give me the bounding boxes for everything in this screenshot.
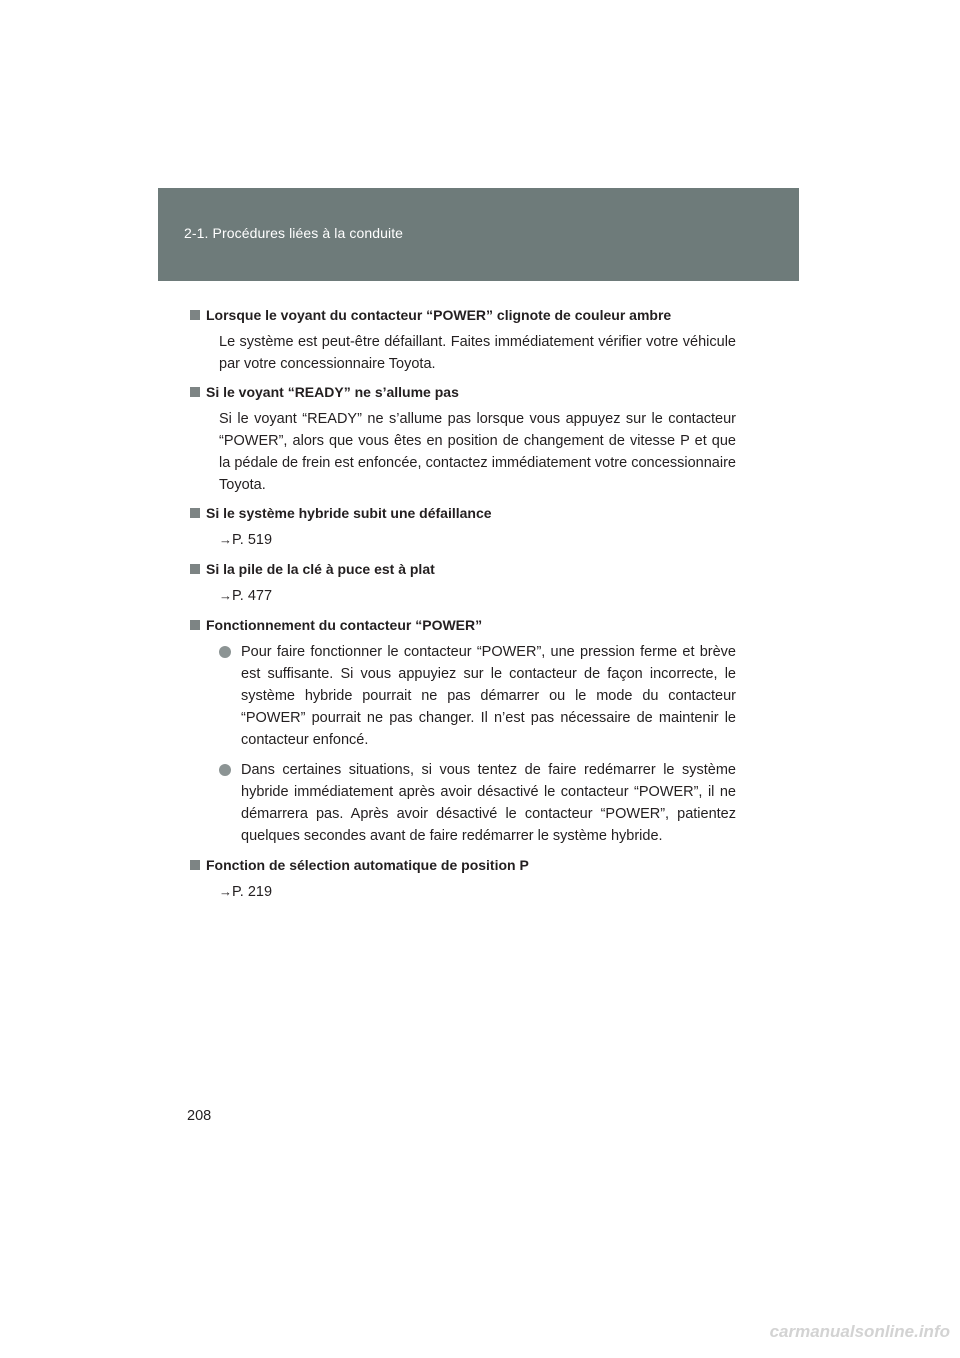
square-bullet-icon: [190, 860, 200, 870]
heading-text: Lorsque le voyant du contacteur “POWER” clignote de couleur ambre: [206, 307, 672, 323]
page-reference[interactable]: [219, 529, 736, 551]
square-bullet-icon: [190, 620, 200, 630]
reference-text: P. 519: [232, 532, 273, 548]
page-reference[interactable]: [219, 585, 736, 607]
bullet-item: [219, 759, 736, 847]
arrow-right-icon: →: [219, 884, 232, 899]
watermark: carmanualsonline.info: [769, 1322, 950, 1341]
arrow-right-icon: →: [219, 532, 232, 547]
heading-text: Fonction de sélection automatique de position P: [206, 857, 529, 873]
paragraph: Si le voyant “READY” ne s’allume pas lorsque vous appuyez sur le contacteur “POWER”, alors que vous êtes en position de changement de vitesse P et que la pédale de frein est enfoncée, contactez immédiatement votre concessionnaire Toyota.: [219, 411, 736, 493]
heading-text: Si la pile de la clé à puce est à plat: [206, 561, 435, 577]
square-bullet-icon: [190, 310, 200, 320]
page-number: 208: [187, 1108, 212, 1124]
arrow-right-icon: →: [219, 588, 232, 603]
heading-text: Fonctionnement du contacteur “POWER”: [206, 617, 483, 633]
section-title: 2-1. Procédures liées à la conduite: [184, 225, 404, 241]
square-bullet-icon: [190, 508, 200, 518]
page-reference[interactable]: [219, 881, 736, 903]
bullet-item: [219, 641, 736, 751]
square-bullet-icon: [190, 387, 200, 397]
heading-power-operation: [190, 615, 736, 635]
circle-bullet-icon: [219, 764, 231, 776]
heading-auto-p: [190, 855, 736, 875]
square-bullet-icon: [190, 564, 200, 574]
heading-text: Si le voyant “READY” ne s’allume pas: [206, 384, 459, 400]
reference-text: P. 219: [232, 884, 273, 900]
heading-power-amber: [190, 305, 736, 325]
circle-bullet-icon: [219, 646, 231, 658]
reference-text: P. 477: [232, 588, 273, 604]
heading-ready: [190, 382, 736, 402]
bullet-text: Pour faire fonctionner le contacteur “POWER”, une pression ferme et brève est suffisante. Si vous appuyiez sur le contacteur de façon incorrecte, le système hybride pourrait ne pas démarrer ou le mode du contacteur “POWER” pourrait ne pas changer. Il n’est pas nécessaire de maintenir le contacteur enfoncé.: [241, 644, 736, 748]
heading-text: Si le système hybride subit une défaillance: [206, 505, 492, 521]
heading-hybrid-failure: [190, 503, 736, 523]
section-header-band: [158, 188, 799, 281]
page-content: [190, 305, 736, 911]
paragraph: Le système est peut-être défaillant. Faites immédiatement vérifier votre véhicule par votre concessionnaire Toyota.: [219, 334, 736, 372]
heading-key-battery: [190, 559, 736, 579]
bullet-text: Dans certaines situations, si vous tentez de faire redémarrer le système hybride immédiatement après avoir désactivé le contacteur “POWER”, il ne démarrera pas. Après avoir désactivé le contacteur “POWER”, patientez quelques secondes avant de faire redémarrer le système hybride.: [241, 762, 736, 844]
